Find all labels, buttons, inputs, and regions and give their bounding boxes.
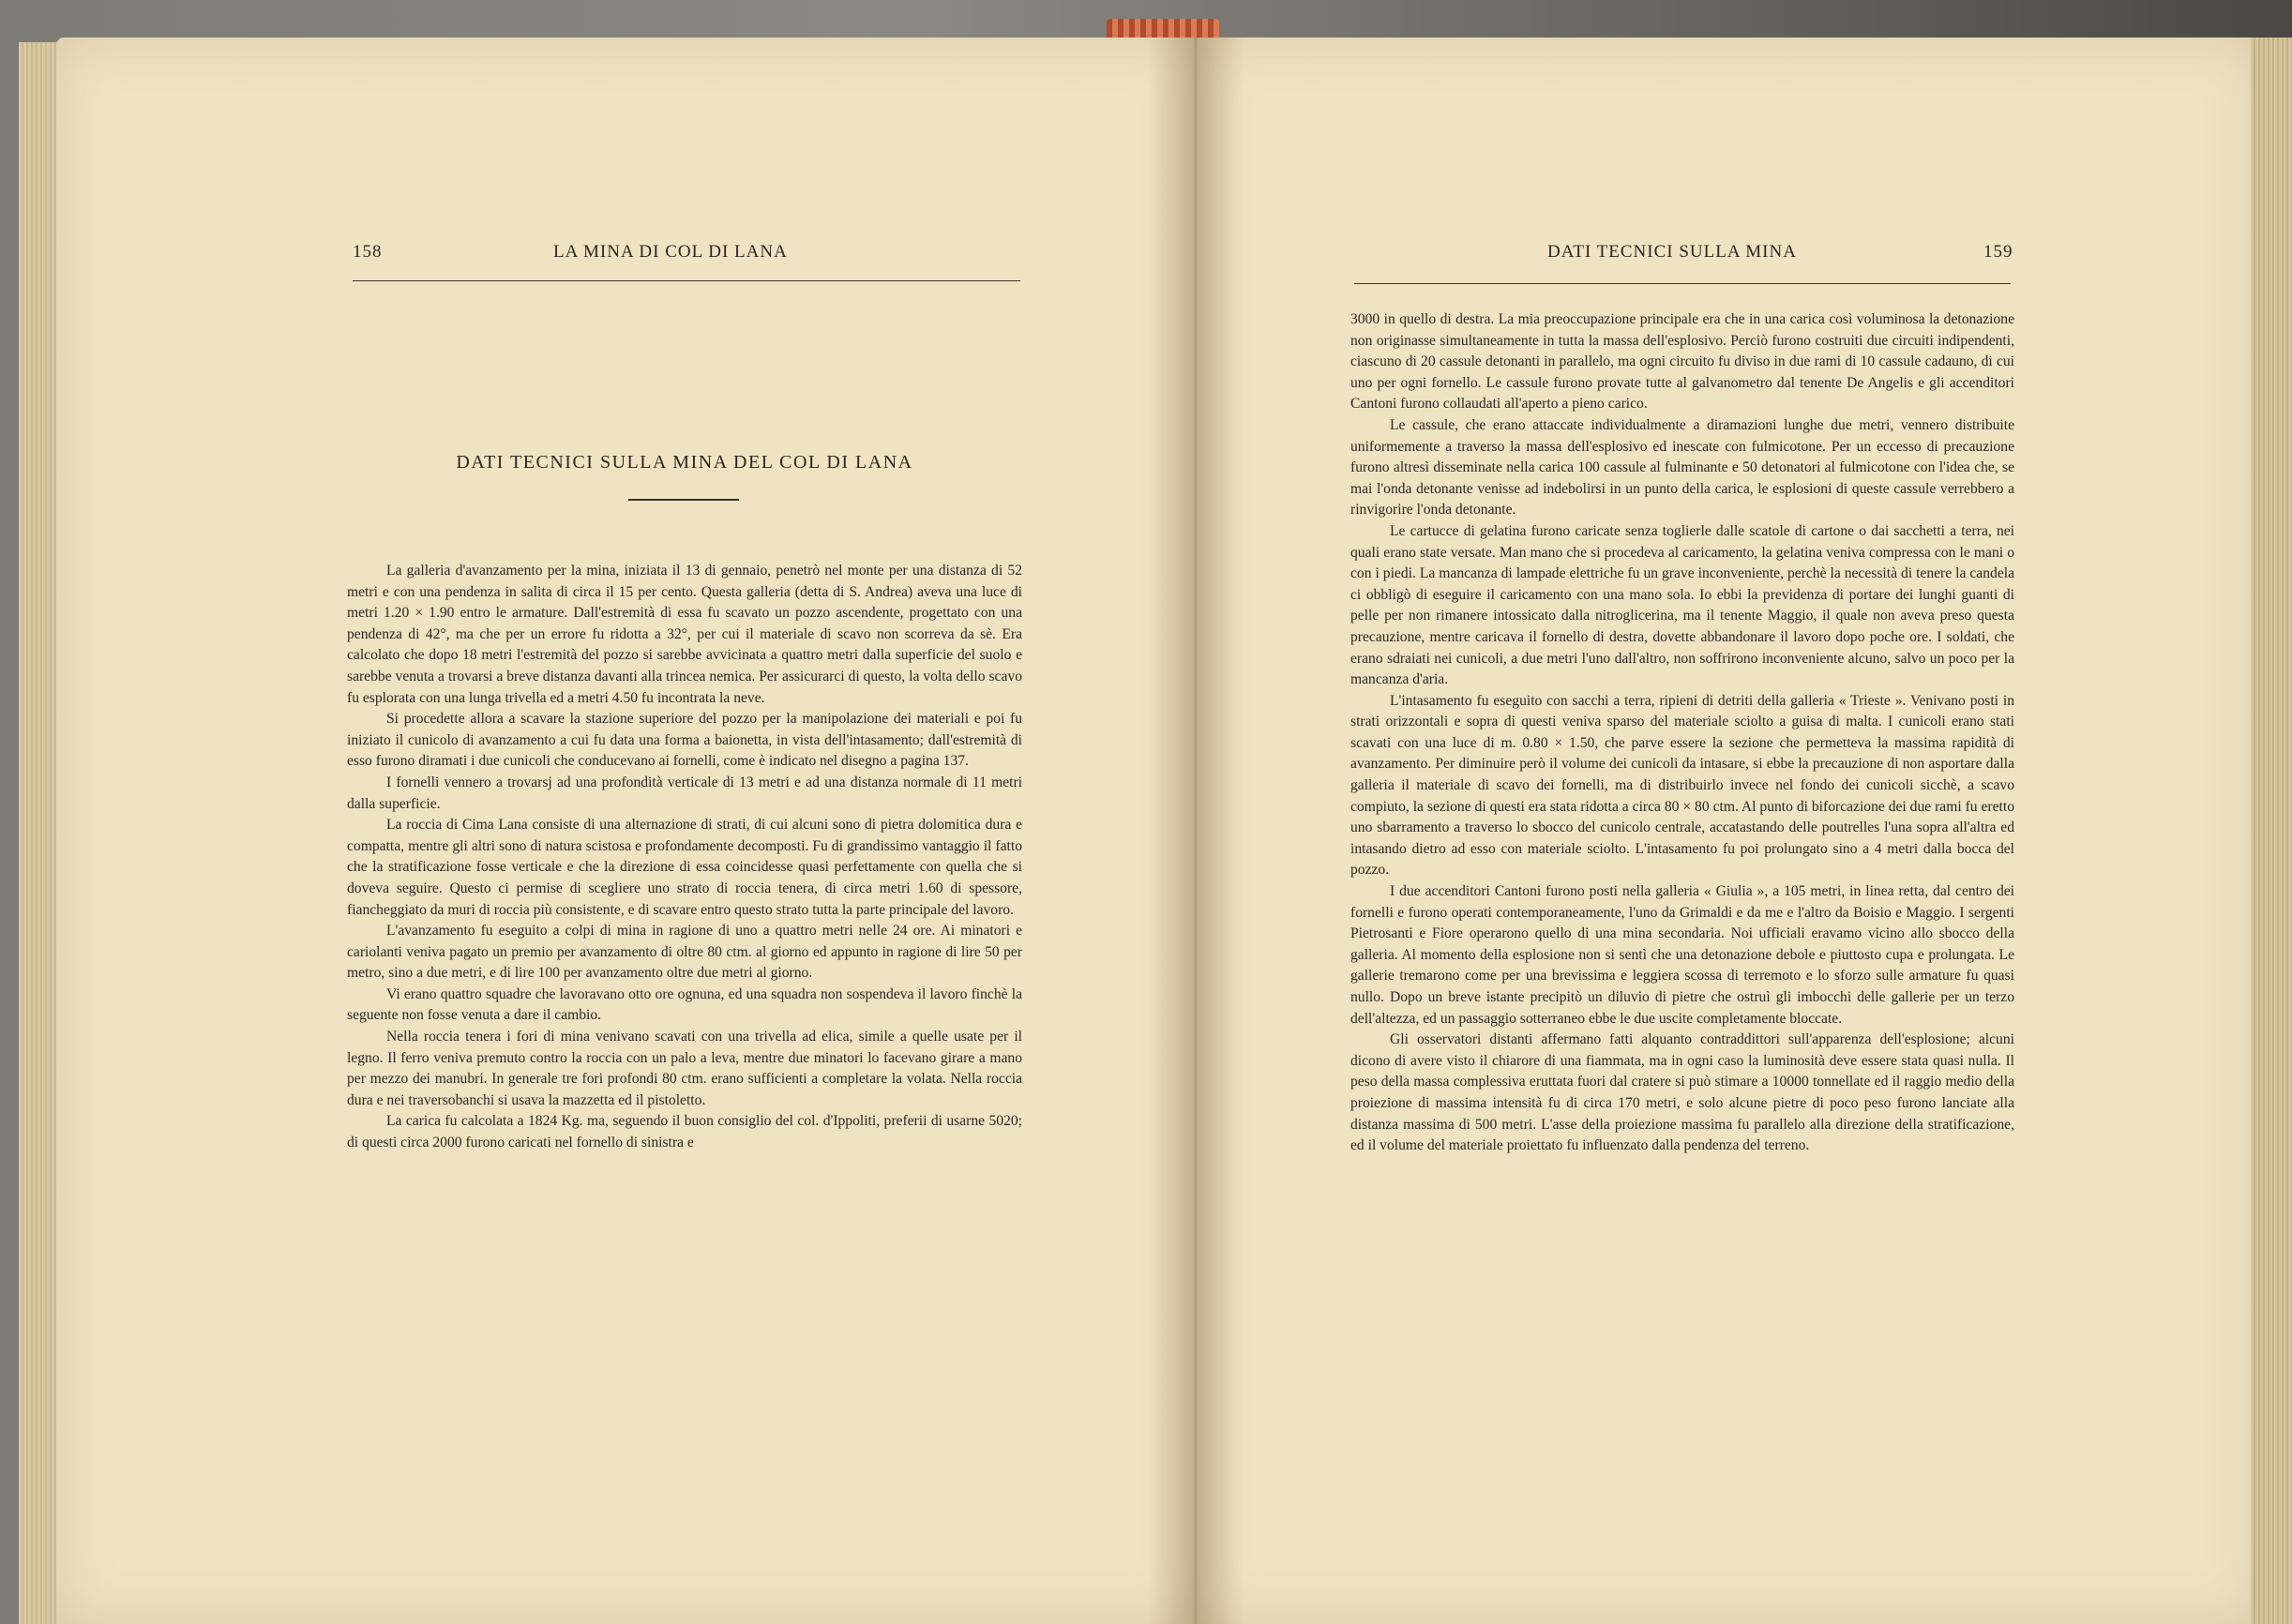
paragraph: I due accenditori Cantoni furono posti nella galleria « Giulia », a 105 metri, in linea retta, dal centro dei fornelli e furono operati contemporaneamente, l'uno da Grimaldi e da me e l'altro da Boisio e Maggio. I sergenti Pietrosanti e Fiore operarono quello di una mina secondaria. Noi ufficiali eravamo vicino allo sbocco della galleria. Al momento della esplosione non si sentì che una detonazione debole e piuttosto cupa e prolungata. Le gallerie tremarono come per una brevissima e leggiera scossa di terremoto e lo sforzo sulle armature fu quasi nullo. Dopo un breve istante precipitò un diluvio di pietre che ostruì gli imbocchi delle gallerie per un terzo dell'altezza, ed un passaggio sotterraneo ebbe le due uscite completamente bloccate. (1350, 883, 2014, 1027)
page-edges-right (2251, 38, 2292, 1624)
paragraph: Si procedette allora a scavare la stazione superiore del pozzo per la manipolazione dei materiali e poi fu iniziato il cunicolo di avanzamento a cui fu data una forma a baionetta, in vista dell'intasamento; dall'estremità di esso furono diramati i due cunicoli che conducevano ai fornelli, come è indicato nel disegno a pagina 137. (347, 711, 1022, 770)
paragraph: La roccia di Cima Lana consiste di una alternazione di strati, di cui alcuni sono di pietra dolomitica dura e compatta, mentre gli altri sono di natura scistosa e profondamente decomposti. Fu di grandissimo vantaggio il fatto che la stratificazione fosse verticale e che la direzione di essa coincidesse quasi perfettamente con quella che si doveva seguire. Questo ci permise di scegliere uno strato di roccia tenera, di circa metri 1.60 di spessore, fiancheggiato da muri di roccia più consistente, e di scavare entro questo strato tutta la parte principale del lavoro. (347, 817, 1022, 918)
left-header-rule (353, 280, 1020, 281)
paragraph: Gli osservatori distanti affermano fatti alquanto contraddittori sull'apparenza dell'esplosione; alcuni dicono di avere visto il chiarore di una fiammata, ma in ogni caso la luminosità deve essere stata quasi nulla. Il peso della massa complessiva eruttata fuori dal cratere si può stimare a 10000 tonnellate ed il raggio medio della proiezione di massima intensità fu di circa 170 metri, e solo alcune pietre di poco peso furono lanciate alla distanza massima di 500 metri. L'asse della proiezione massima fu parallelo alla direzione della stratificazione, ed il volume del materiale proiettato fu influenzato dalla pendenza del terreno. (1350, 1031, 2014, 1154)
left-page-body (347, 561, 1022, 1154)
book-gutter (1149, 38, 1243, 1624)
right-running-head: DATI TECNICI SULLA MINA (1547, 242, 1797, 262)
paragraph: L'intasamento fu eseguito con sacchi a terra, ripieni di detriti della galleria « Trieste ». Venivano posti in strati orizzontali e sopra di questi veniva sparso del materiale sciolto a guisa di malta. I cunicoli erano stati scavati con una luce di m. 0.80 × 1.50, che parve essere la sezione che permetteva la massima rapidità di avanzamento. Per diminuire però il volume dei cunicoli da intasare, si ebbe la precauzione di non asportare dalla galleria il materiale di scavo dei fornelli, ma di distribuirlo invece nel fondo dei cunicoli sicchè, a scavo compiuto, la sezione di questi era stata ridotta a circa 80 × 80 ctm. Al punto di biforcazione dei due rami fu eretto uno sbarramento a traverso lo sbocco del cunicolo centrale, accatastando delle poutrelles l'una sopra all'altra ed intasando dietro ad esso con materiale sciolto. L'intasamento fu poi prolungato sino a 4 metri dalla bocca del pozzo. (1350, 692, 2014, 879)
left-running-head: LA MINA DI COL DI LANA (553, 242, 788, 262)
paragraph: Vi erano quattro squadre che lavoravano otto ore ognuna, ed una squadra non sospendeva il lavoro finchè la seguente non fosse venuta a dare il cambio. (347, 985, 1022, 1024)
paragraph: La carica fu calcolata a 1824 Kg. ma, seguendo il buon consiglio del col. d'Ippoliti, preferii di usarne 5020; di questi circa 2000 furono caricati nel fornello di sinistra e (347, 1113, 1022, 1151)
paragraph: Le cartucce di gelatina furono caricate senza toglierle dalle scatole di cartone o dai sacchetti a terra, nei quali erano state versate. Man mano che si procedeva al caricamento, la gelatina veniva compressa con le mani o con i piedi. La mancanza di lampade elettriche fu un grave inconveniente, perchè la necessità di tenere la candela ci obbligò di eseguire il caricamento con una mano sola. Io ebbi la previdenza di portare dei lunghi guanti di pelle per non rimanere intossicato dalla nitroglicerina, ma il tenente Maggio, il quale non aveva preso questa precauzione, mentre caricava il fornello di destra, dovette abbandonare il lavoro dopo poche ore. I soldati, che erano sdraiati nei cunicoli, a due metri l'uno dall'altro, non soffrirono inconveniente alcuno, salvo un poco per la mancanza d'aria. (1350, 522, 2014, 688)
paragraph: L'avanzamento fu eseguito a colpi di mina in ragione di uno a quattro metri nelle 24 ore. Ai minatori e cariolanti veniva pagato un premio per avanzamento di oltre 80 ctm. al giorno ed appunto in ragione di lire 50 per metro, sino a due metri, e di lire 100 per avanzamento oltre due metri al giorno. (347, 923, 1022, 982)
right-page-body (1350, 309, 2014, 1157)
paragraph: Nella roccia tenera i fori di mina venivano scavati con una trivella ad elica, simile a quelle usate per il legno. Il ferro veniva premuto contro la roccia con un palo a leva, mentre due minatori lo facevano girare a mano per mezzo dei manubri. In generale tre fori profondi 80 ctm. erano sufficienti a completare la volata. Nella roccia dura e nei traversobanchi si usava la mazzetta ed il pistoletto. (347, 1029, 1022, 1108)
paragraph: I fornelli vennero a trovarsj ad una profondità verticale di 13 metri e ad una distanza normale di 11 metri dalla superficie. (347, 774, 1022, 812)
paragraph: La galleria d'avanzamento per la mina, iniziata il 13 di gennaio, penetrò nel monte per una distanza di 52 metri e con una pendenza in salita di circa il 15 per cento. Questa galleria (detta di S. Andrea) aveva una luce di metri 1.20 × 1.90 entro le armature. Dall'estremità di essa fu scavato un pozzo ascendente, progettato con una pendenza di 42°, ma che per un errore fu ridotta a 32°, per cui il materiale di scavo non scorreva da sè. Era calcolato che dopo 18 metri l'estremità del pozzo si sarebbe avvicinata a quattro metri dalla superficie del suolo e sarebbe venuta a trovarsi a breve distanza davanti alla trincea nemica. Per assicurarci di questo, la volta dello scavo fu esplorata con una lunga trivella ed a metri 4.50 fu incontrata la neve. (347, 563, 1022, 706)
right-header-rule (1354, 283, 2011, 284)
left-page-number: 158 (353, 242, 383, 262)
paragraph: Le cassule, che erano attaccate individualmente a diramazioni lunghe due metri, vennero distribuite uniformemente a traverso la massa dell'esplosivo ed inescate con fulmicotone. Per un eccesso di precauzione furono altresì disseminate nella carica 100 cassule al fulminante e 50 detonatori al fulmicotone con l'idea che, se mai l'onda detonante venisse ad indebolirsi in un punto della carica, le esplosioni di queste cassule verrebbero a rinvigorire l'onda detonante. (1350, 416, 2014, 519)
right-page-number: 159 (1983, 242, 2013, 262)
article-title: DATI TECNICI SULLA MINA DEL COL DI LANA (456, 452, 913, 473)
title-divider (628, 499, 739, 501)
paragraph: 3000 in quello di destra. La mia preoccupazione principale era che in una carica così voluminosa la detonazione non originasse simultaneamente in tutta la massa dell'esplosivo. Perciò furono costruiti due circuiti indipendenti, ciascuno di 20 cassule detonanti in parallelo, ma ogni circuito fu diviso in due rami di 10 cassule cadauno, di cui uno per ogni fornello. Le cassule furono provate tutte al galvanometro dal tenente De Angelis e gli accenditori Cantoni furono collaudati all'aperto a pieno carico. (1350, 311, 2014, 413)
